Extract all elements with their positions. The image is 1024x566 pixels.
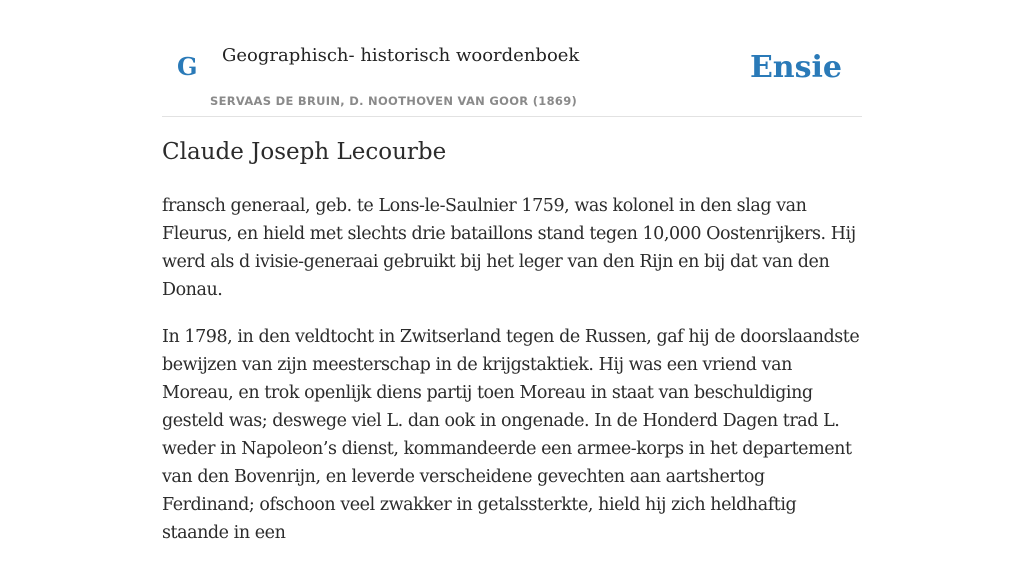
ensie-logo-link[interactable]: Ensie: [749, 50, 842, 85]
entry-body: [162, 192, 862, 566]
book-authors: SERVAAS DE BRUIN, D. NOOTHOVEN VAN GOOR (1869): [210, 94, 578, 108]
book-title-link[interactable]: Geographisch- historisch woordenboek: [222, 45, 580, 66]
page: [162, 0, 862, 543]
entry-title: Claude Joseph Lecourbe: [162, 139, 447, 165]
entry-paragraph: In 1798, in den veldtocht in Zwitserland tegen de Russen, gaf hij de doorslaandste bewijzen van zijn meesterschap in de krijgstaktiek. Hij was een vriend van Moreau, en trok openlijk diens partij toen Moreau in staat van beschuldiging gesteld was; deswege viel L. dan ook in ongenade. In de Honderd Dagen trad L. weder in Napoleon’s dienst, kommandeerde een armee-korps in het departement van den Bovenrijn, en leverde verscheidene gevechten aan aartshertog Ferdinand; ofschoon veel zwakker in getalssterkte, hield hij zich heldhaftig staande in een: [162, 327, 860, 543]
entry-paragraph: fransch generaal, geb. te Lons-le-Saulnier 1759, was kolonel in den slag van Fleurus, en hield met slechts drie bataillons stand tegen 10,000 Oostenrijkers. Hij werd als d ivisie-generaai gebruikt bij het leger van den Rijn en bij dat van den Donau.: [162, 196, 856, 300]
letter-index-link[interactable]: G: [177, 52, 198, 81]
book-header: [162, 0, 862, 117]
